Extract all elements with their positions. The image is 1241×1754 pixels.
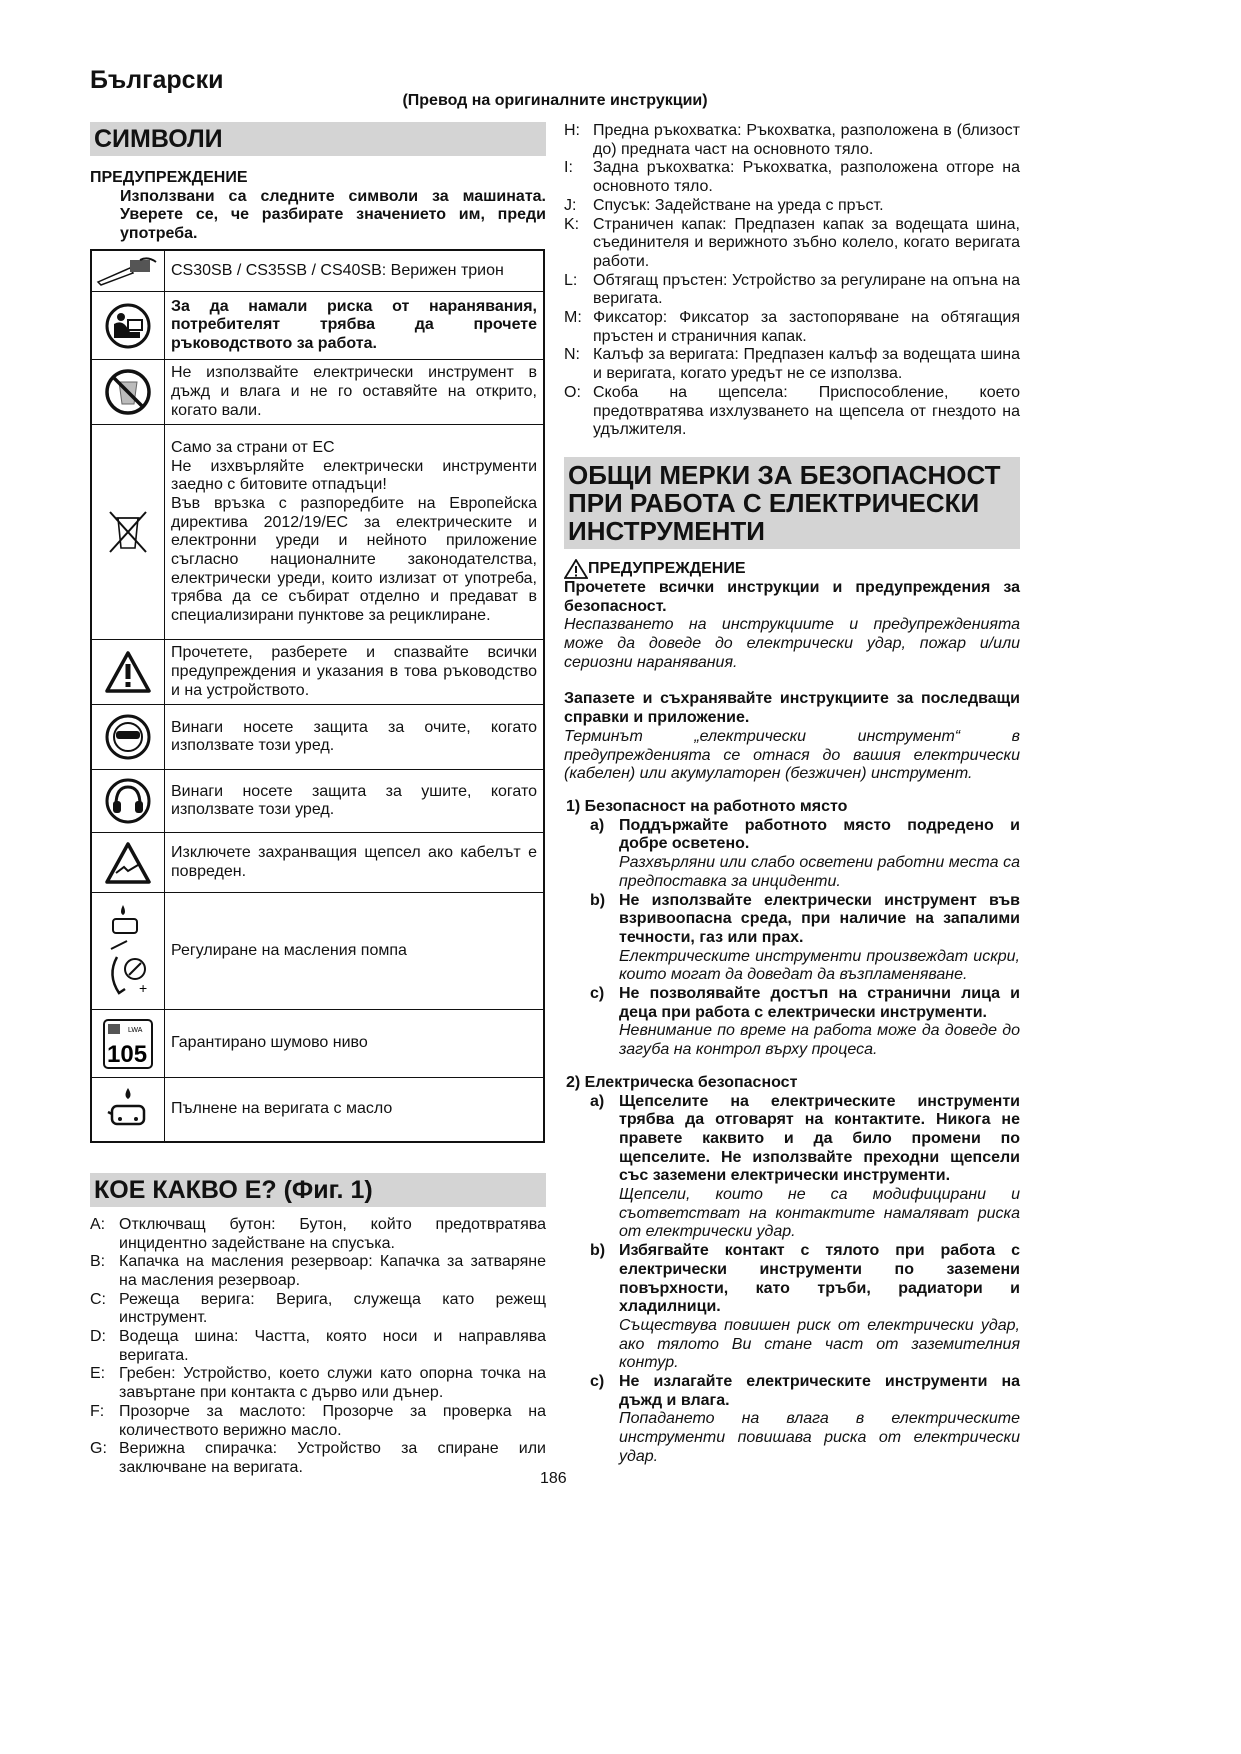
safety-rule bbox=[564, 1093, 1020, 1243]
safety-subsection-title: 2) Електрическа безопасност bbox=[566, 1073, 798, 1091]
safety-warning-label: ПРЕДУПРЕЖДЕНИЕ bbox=[588, 560, 746, 578]
part-item bbox=[564, 384, 1020, 440]
keep-instructions-bold: Запазете и съхранявайте инструкциите за последващи справки и приложение. bbox=[564, 690, 1020, 727]
symbol-row bbox=[91, 833, 544, 893]
parts-list bbox=[90, 1216, 546, 1478]
part-letter: F: bbox=[90, 1402, 105, 1420]
part-item bbox=[90, 1291, 546, 1328]
symbol-row bbox=[91, 640, 544, 705]
svg-text:LWA: LWA bbox=[128, 1026, 143, 1034]
chainsaw-icon bbox=[91, 250, 165, 292]
symbol-text: Не изхвърляйте електрически инструменти заедно с битовите отпадъци! bbox=[171, 457, 537, 494]
part-description: Спусък: Задействане на уреда с пръст. bbox=[593, 196, 884, 214]
safety-warning-bold: Прочетете всички инструкции и предупреждения за безопасност. bbox=[564, 578, 1020, 615]
symbol-row bbox=[91, 1010, 544, 1078]
part-description: Обтягащ пръстен: Устройство за регулиране на опъна на веригата. bbox=[593, 271, 1020, 308]
symbol-row bbox=[91, 250, 544, 292]
safety-sections bbox=[564, 798, 1020, 1467]
noise-level-icon bbox=[91, 1010, 165, 1078]
part-description: Фиксатор: Фиксатор за застопоряване на обтягащия пръстен и страничния капак. bbox=[593, 309, 1020, 345]
part-letter: H: bbox=[564, 122, 580, 139]
part-item bbox=[90, 1365, 546, 1402]
symbols-section-title: СИМВОЛИ bbox=[90, 122, 546, 156]
ear-protection-icon bbox=[91, 770, 165, 833]
rule-instruction: Не позволявайте достъп на странични лица и деца при работа с електрически инструменти. bbox=[619, 985, 1020, 1021]
page-number: 186 bbox=[540, 1470, 567, 1487]
safety-warning-italic: Неспазването на инструкциите и предупрежденията може да доведе до електрически удар, пожар и/или сериозни наранявания. bbox=[564, 616, 1020, 671]
symbol-text: Не използвайте електрически инструмент в дъжд и влага и не го оставяйте на открито, когато вали. bbox=[171, 364, 537, 419]
symbol-description bbox=[165, 292, 545, 360]
part-letter: O: bbox=[564, 383, 581, 401]
part-letter: N: bbox=[564, 346, 580, 364]
keep-instructions-italic: Терминът „електрически инструмент“ в предупрежденията се отнася до вашия електрически (кабелен) или акумулаторен (безжичен) инструмент. bbox=[564, 727, 1020, 783]
rule-letter: b) bbox=[590, 1242, 606, 1260]
part-letter: E: bbox=[90, 1365, 106, 1383]
rule-instruction: Поддържайте работното място подредено и добре осветено. bbox=[619, 816, 1020, 853]
no-rain-icon bbox=[91, 360, 165, 425]
symbol-row bbox=[91, 360, 544, 425]
rule-instruction: Щепселите на електрическите инструменти трябва да отговарят на контактите. Никога не правете каквито и да било промени по щепселите. Не използвайте преходни щепсели със заземени електрически инструменти. bbox=[619, 1092, 1020, 1185]
symbol-row bbox=[91, 705, 544, 770]
symbol-text: Гарантирано шумово ниво bbox=[171, 1034, 368, 1052]
part-letter: G: bbox=[90, 1440, 107, 1458]
safety-warning-heading bbox=[564, 559, 1020, 579]
part-letter: D: bbox=[90, 1328, 106, 1346]
part-description: Прозорче за маслото: Прозорче за проверка на количеството верижно масло. bbox=[119, 1402, 546, 1439]
rule-explanation: Щепсели, които не са модифицирани и съответстват на контактите намаляват риска от електрически удар. bbox=[619, 1186, 1020, 1241]
symbol-description bbox=[165, 360, 545, 425]
crossed-bin-icon bbox=[91, 425, 165, 640]
symbol-row bbox=[91, 770, 544, 833]
part-description: Предна ръкохватка: Ръкохватка, разположена в (близост до) предната част на основното тяло. bbox=[593, 122, 1020, 158]
symbol-text: Винаги носете защита за очите, когато използвате този уред. bbox=[171, 718, 537, 755]
rule-explanation: Електрическите инструменти произвеждат искри, които могат да доведат да възпламеняване. bbox=[619, 947, 1020, 984]
part-item bbox=[564, 216, 1020, 272]
symbol-description bbox=[165, 705, 545, 770]
part-item bbox=[90, 1440, 546, 1477]
symbol-description bbox=[165, 1010, 545, 1078]
part-letter: C: bbox=[90, 1290, 106, 1308]
part-item bbox=[564, 346, 1020, 383]
part-letter: B: bbox=[90, 1253, 106, 1271]
language-heading: Български bbox=[90, 66, 224, 94]
part-description: Режеща верига: Верига, служеща като режещ инструмент. bbox=[119, 1290, 546, 1327]
symbol-text: Прочетете, разберете и спазвайте всички предупреждения и указания в това ръководство и на устройството. bbox=[171, 644, 537, 699]
rule-instruction: Не използвайте електрически инструмент във взривоопасна среда, при наличие на запалими течности, газ или прах. bbox=[619, 891, 1020, 946]
warning-triangle-icon bbox=[91, 640, 165, 705]
safety-rule bbox=[564, 1242, 1020, 1373]
part-description: Задна ръкохватка: Ръкохватка, разположена отгоре на основното тяло. bbox=[593, 159, 1020, 196]
symbol-text: Изключете захранващия щепсел ако кабелът е повреден. bbox=[171, 844, 537, 880]
part-item bbox=[90, 1216, 546, 1253]
part-item bbox=[564, 122, 1020, 159]
rule-explanation: Съществува повишен риск от електрически удар, ако тялото Ви стане част от заземителния контур. bbox=[619, 1316, 1020, 1372]
part-letter: I: bbox=[564, 159, 573, 177]
part-item bbox=[90, 1328, 546, 1365]
part-description: Верижна спирачка: Устройство за спиране или заключване на веригата. bbox=[119, 1440, 546, 1476]
symbol-text: Регулиране на масления помпа bbox=[171, 941, 407, 959]
right-column bbox=[564, 122, 1020, 1467]
part-item bbox=[564, 197, 1020, 216]
symbol-text: Винаги носете защита за ушите, когато използвате този уред. bbox=[171, 782, 537, 819]
what-is-section-title: КОЕ КАКВО Е? (Фиг. 1) bbox=[90, 1173, 546, 1207]
part-description: Отключващ бутон: Бутон, който предотвратява инцидентно задействане на спусъка. bbox=[119, 1215, 546, 1252]
symbol-description bbox=[165, 770, 545, 833]
part-letter: K: bbox=[564, 215, 580, 233]
safety-subsection-title: 1) Безопасност на работното място bbox=[566, 797, 848, 815]
symbol-description bbox=[165, 1078, 545, 1142]
oil-pump-adjust-icon bbox=[91, 893, 165, 1010]
damaged-cable-icon bbox=[91, 833, 165, 893]
symbol-text: CS30SB / CS35SB / CS40SB: Верижен трион bbox=[171, 261, 504, 279]
part-description: Страничен капак: Предпазен капак за водещата шина, съединителя и верижното зъбно колело, когато веригата работи. bbox=[593, 215, 1020, 270]
symbol-text: Само за страни от ЕС bbox=[171, 438, 335, 456]
safety-rule bbox=[564, 1373, 1020, 1467]
part-letter: M: bbox=[564, 309, 582, 327]
translation-subtitle: (Превод на оригиналните инструкции) bbox=[402, 92, 708, 109]
symbol-text: Във връзка с разпоредбите на Европейска директива 2012/19/ЕС за електрическите и електронни уреди и нейното приложение съгласно националните законодателства, електрически уреди, които излизат от употреба, трябва да се събират отделно и предават в специализирани пунктове за рециклиране. bbox=[171, 494, 537, 625]
safety-rule bbox=[564, 892, 1020, 986]
rule-letter: c) bbox=[590, 1373, 605, 1391]
rule-letter: a) bbox=[590, 816, 605, 834]
symbol-text: За да намали риска от наранявания, потребителят трябва да прочете ръководството за работа. bbox=[171, 297, 537, 353]
rule-letter: b) bbox=[590, 891, 606, 909]
warning-triangle-icon bbox=[564, 559, 588, 579]
part-description: Гребен: Устройство, което служи като опорна точка на завъртане при контакта с дърво или дънер. bbox=[119, 1365, 546, 1402]
part-description: Калъф за веригата: Предпазен калъф за водещата шина и веригата, когато уредът не се използва. bbox=[593, 346, 1020, 383]
part-letter: J: bbox=[564, 196, 577, 214]
symbol-description bbox=[165, 833, 545, 893]
symbol-description bbox=[165, 250, 545, 292]
part-description: Скоба на щепсела: Приспособление, което предотвратява изхлузването на щепсела от гнездото на удължителя. bbox=[593, 383, 1020, 439]
symbols-warning-label: ПРЕДУПРЕЖДЕНИЕ bbox=[90, 169, 248, 186]
symbol-row bbox=[91, 292, 544, 360]
safety-section-title: ОБЩИ МЕРКИ ЗА БЕЗОПАСНОСТ ПРИ РАБОТА С ЕЛЕКТРИЧЕСКИ ИНСТРУМЕНТИ bbox=[564, 457, 1020, 549]
symbol-row bbox=[91, 893, 544, 1010]
part-description: Водеща шина: Частта, която носи и направлява веригата. bbox=[119, 1328, 546, 1364]
symbol-text: Пълнене на веригата с масло bbox=[171, 1100, 393, 1118]
svg-text:+: + bbox=[139, 980, 148, 997]
rule-explanation: Невнимание по време на работа може да доведе до загуба на контрол върху процеса. bbox=[619, 1022, 1020, 1059]
part-letter: L: bbox=[564, 271, 578, 289]
part-description: Капачка на масления резервоар: Капачка за затваряне на масления резервоар. bbox=[119, 1253, 546, 1289]
safety-rule bbox=[564, 817, 1020, 892]
safety-rule bbox=[564, 985, 1020, 1060]
rule-instruction: Избягвайте контакт с тялото при работа с електрически инструменти по заземени повърхности, като тръби, радиатори и хладилници. bbox=[619, 1242, 1020, 1316]
part-item bbox=[564, 272, 1020, 309]
symbols-warning-text: Използвани са следните символи за машината. Уверете се, че разбирате значението им, преди употреба. bbox=[120, 187, 546, 243]
left-column bbox=[90, 122, 546, 1478]
rule-explanation: Попадането на влага в електрическите инструменти повишава риска от електрически удар. bbox=[619, 1410, 1020, 1465]
rule-explanation: Разхвърляни или слабо осветени работни места са предпоставка за инциденти. bbox=[619, 854, 1020, 890]
eye-protection-icon bbox=[91, 705, 165, 770]
read-manual-icon bbox=[91, 292, 165, 360]
part-item bbox=[90, 1253, 546, 1290]
noise-level-value: 105 bbox=[107, 1040, 148, 1068]
parts-list-continued bbox=[564, 122, 1020, 440]
part-item bbox=[564, 159, 1020, 196]
symbol-description bbox=[165, 640, 545, 705]
part-letter: A: bbox=[90, 1215, 106, 1233]
rule-letter: c) bbox=[590, 985, 605, 1003]
symbol-description bbox=[165, 893, 545, 1010]
symbols-table bbox=[90, 249, 545, 1143]
part-item bbox=[90, 1403, 546, 1440]
symbol-row bbox=[91, 425, 544, 640]
chain-oil-icon bbox=[91, 1078, 165, 1142]
symbol-description bbox=[165, 425, 545, 640]
part-item bbox=[564, 309, 1020, 346]
rule-letter: a) bbox=[590, 1092, 605, 1110]
symbol-row bbox=[91, 1078, 544, 1142]
rule-instruction: Не излагайте електрическите инструменти на дъжд и влага. bbox=[619, 1373, 1020, 1409]
